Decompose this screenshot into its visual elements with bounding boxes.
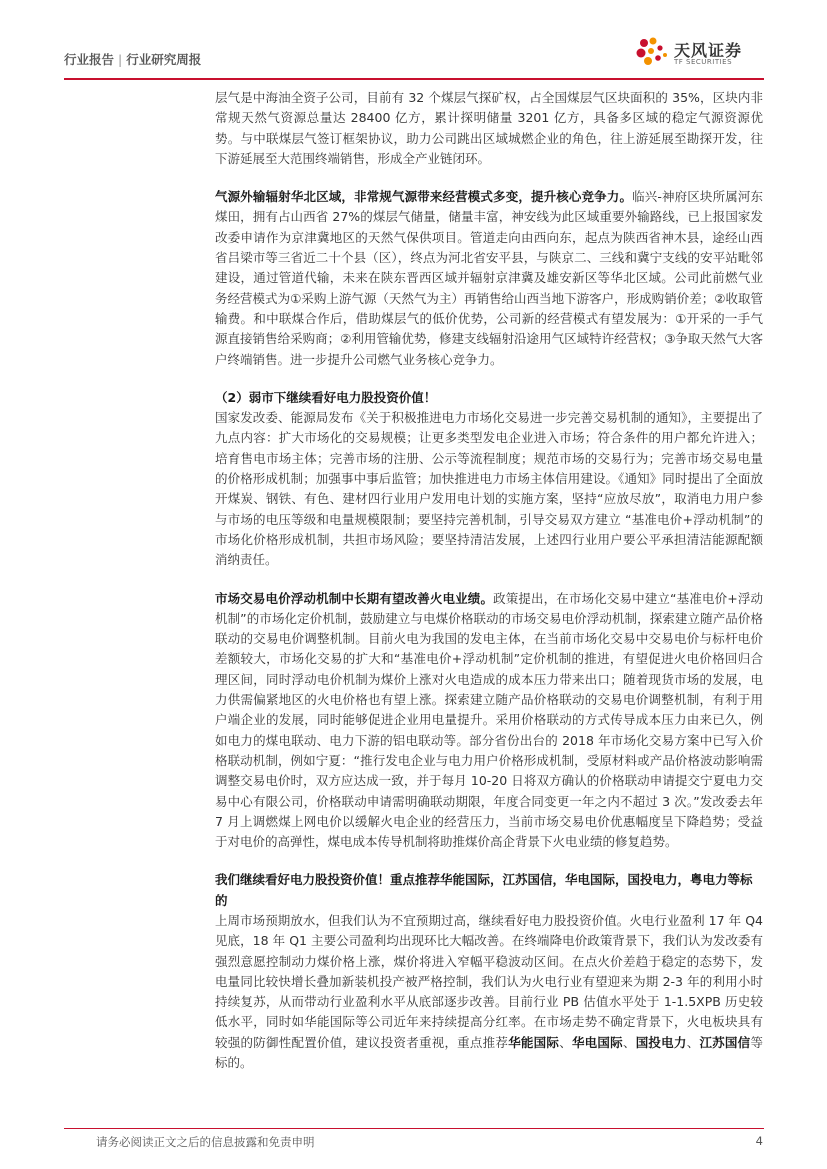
- brand-logo: [634, 36, 764, 72]
- page-header: [64, 40, 764, 80]
- page-number: 4: [755, 1134, 763, 1148]
- recommend-stock: 国投电力: [635, 1034, 687, 1050]
- paragraph-1: 层气是中海油全资子公司，目前有 32 个煤层气探矿权，占全国煤层气区块面积的 35%，区块内非常规天然气资源总量达 28400 亿方，累计探明储量 3201 亿方，具备多区域的稳定气源资源优势。与中联煤层气签订框架协议，助力公司跳出区域城燃企业的角色，往上游延展至勘探开发，往下游延展至大范围终端销售，形成全产业链闭环。: [215, 90, 763, 166]
- recommend-separator: 、: [622, 1034, 636, 1050]
- paragraph-4-lead: 市场交易电价浮动机制中长期有望改善火电业绩。: [215, 590, 494, 606]
- paragraph-2-lead: 气源外输辐射华北区域，非常规气源带来经营模式多变，提升核心竞争力。: [215, 189, 633, 205]
- paragraph-4-body: 政策提出，在市场化交易中建立“基准电价+浮动机制”的市场化定价机制，鼓励建立与电煤价格联动的市场交易电价浮动机制，探索建立随产品价格联动的交易电价调整机制。目前火电为我国的发电主体，在当前市场化交易中交易电价与标杆电价差额较大，市场化交易的扩大和“基准电价+浮动机制”定价机制的推进，有望促进火电价格回归合理区间，同时浮动电价机制为煤价上涨对火电造成的成本压力带来出口；随着现货市场的发展，电力供需偏紧地区的火电价格也有望上涨。探索建立随产品价格联动的交易电价调整机制，有利于用户端企业的发展，同时能够促进企业用电量提升。采用价格联动的方式传导成本压力由来已久，例如电力的煤电联动、电力下游的铝电联动等。部分省份出台的 2018 年市场化交易方案中已写入价格联动机制，例如宁夏：“推行发电企业与电力用户价格形成机制，受原材料或产品价格波动影响需调整交易电价时，双方应达成一致，并于每月 10-20 日将双方确认的价格联动申请提交宁夏电力交易中心有限公司，价格联动申请需明确联动期限，年度合同变更一年之内不超过 3 次。”发改委去年 7 月上调燃煤上网电价以缓解火电企业的经营压力，当前市场交易电价优惠幅度呈下降趋势；受益于对电价的高弹性，煤电成本传导机制将助推煤价高企背景下火电业绩的修复趋势。: [215, 590, 763, 850]
- paragraph-5-tail: 等标的。: [215, 1034, 763, 1071]
- section-heading-2: （2）弱市下继续看好电力股投资价值！: [215, 389, 437, 405]
- recommend-separator: 、: [686, 1034, 700, 1050]
- paragraph-2-body: 临兴-神府区块所属河东煤田，拥有占山西省 27%的煤层气储量，储量丰富，神安线为此区域重要外输路线，已上报国家发改委申请作为京津冀地区的天然气保供项目。管道走向由西向东，起点为陕西省神木县，途经山西省吕梁市等三省近二十个县（区），终点为河北省安平县，与陕京二、三线和冀宁支线的安平站毗邻建设，通过管道代输，未来在陕东晋西区域并辐射京津冀及雄安新区等华北区域。公司此前燃气业务经营模式为①采购上游气源（天然气为主）再销售给山西当地下游客户，形成购销价差；②收取管输费。和中联煤合作后，借助煤层气的低价优势，公司新的经营模式有望发展为：①开采的一手气源直接销售给采购商；②利用管输优势，修建支线辐射沿途用气区域特许经营权；③争取天然气大客户终端销售。进一步提升公司燃气业务核心竞争力。: [215, 189, 763, 367]
- paragraph-5-body: 上周市场预期放水，但我们认为不宜预期过高，继续看好电力股投资价值。火电行业盈利 17 年 Q4 见底，18 年 Q1 主要公司盈利均出现环比大幅改善。在终端降电价政策背景下，我们认为发改委有强烈意愿控制动力煤价格上涨，煤价将进入窄幅平稳波动区间。在点火价差趋于稳定的态势下，发电量同比较快增长叠加新装机投产被严格控制，我们认为火电行业有望迎来为期 2-3 年的利用小时持续复苏，从而带动行业盈利水平从底部逐步改善。目前行业 PB 估值水平处于 1-1.5XPB 历史较低水平，同时如华能国际等公司近年来持续提高分红率。在市场走势不确定背景下，火电板块具有较强的防御性配置价值，建议投资者重视，重点推荐: [215, 912, 763, 1050]
- tf-securities-logo-icon: [634, 36, 672, 70]
- paragraph-3: 国家发改委、能源局发布《关于积极推进电力市场化交易进一步完善交易机制的通知》，主要提出了九点内容：扩大市场化的交易规模；让更多类型发电企业进入市场；符合条件的用户都允许进入；培育售电市场主体；完善市场的注册、公示等流程制度；规范市场的交易行为；完善市场交易电量的价格形成机制；加强事中事后监管；加快推进电力市场主体信用建设。《通知》同时提出了全面放开煤炭、钢铁、有色、建材四行业用户发用电计划的实施方案，坚持“应放尽放”，取消电力用户参与市场的电压等级和电量规模限制；要坚持完善机制，引导交易双方建立 “基准电价+浮动机制”的市场化价格形成机制，共担市场风险；要坚持清洁发展，上述四行业用户要公平承担清洁能源配额消纳责任。: [215, 410, 763, 568]
- breadcrumb: [64, 50, 201, 68]
- report-series: 行业研究周报: [126, 52, 202, 67]
- paragraph-2: [215, 187, 763, 370]
- logo-text: 天风证券: [674, 41, 743, 60]
- section-heading-5: 我们继续看好电力股投资价值！重点推荐华能国际，江苏国信，华电国际，国投电力，粤电力等标的: [215, 872, 753, 908]
- article-body: [215, 88, 763, 1091]
- recommend-separator: 、: [559, 1034, 572, 1050]
- breadcrumb-separator: |: [118, 52, 123, 67]
- header-divider: [64, 78, 764, 80]
- report-type: 行业报告: [64, 52, 115, 67]
- recommend-stock: 华电国际: [571, 1034, 623, 1050]
- recommend-stock: 华能国际: [508, 1034, 560, 1050]
- logo-subtext: TF SECURITIES: [674, 58, 733, 66]
- recommend-stock: 江苏国信: [699, 1034, 751, 1050]
- paragraph-5: [215, 911, 763, 1073]
- footer-divider: [64, 1128, 764, 1129]
- footer-disclaimer: 请务必阅读正文之后的信息披露和免责申明: [96, 1135, 315, 1149]
- paragraph-4: [215, 589, 763, 853]
